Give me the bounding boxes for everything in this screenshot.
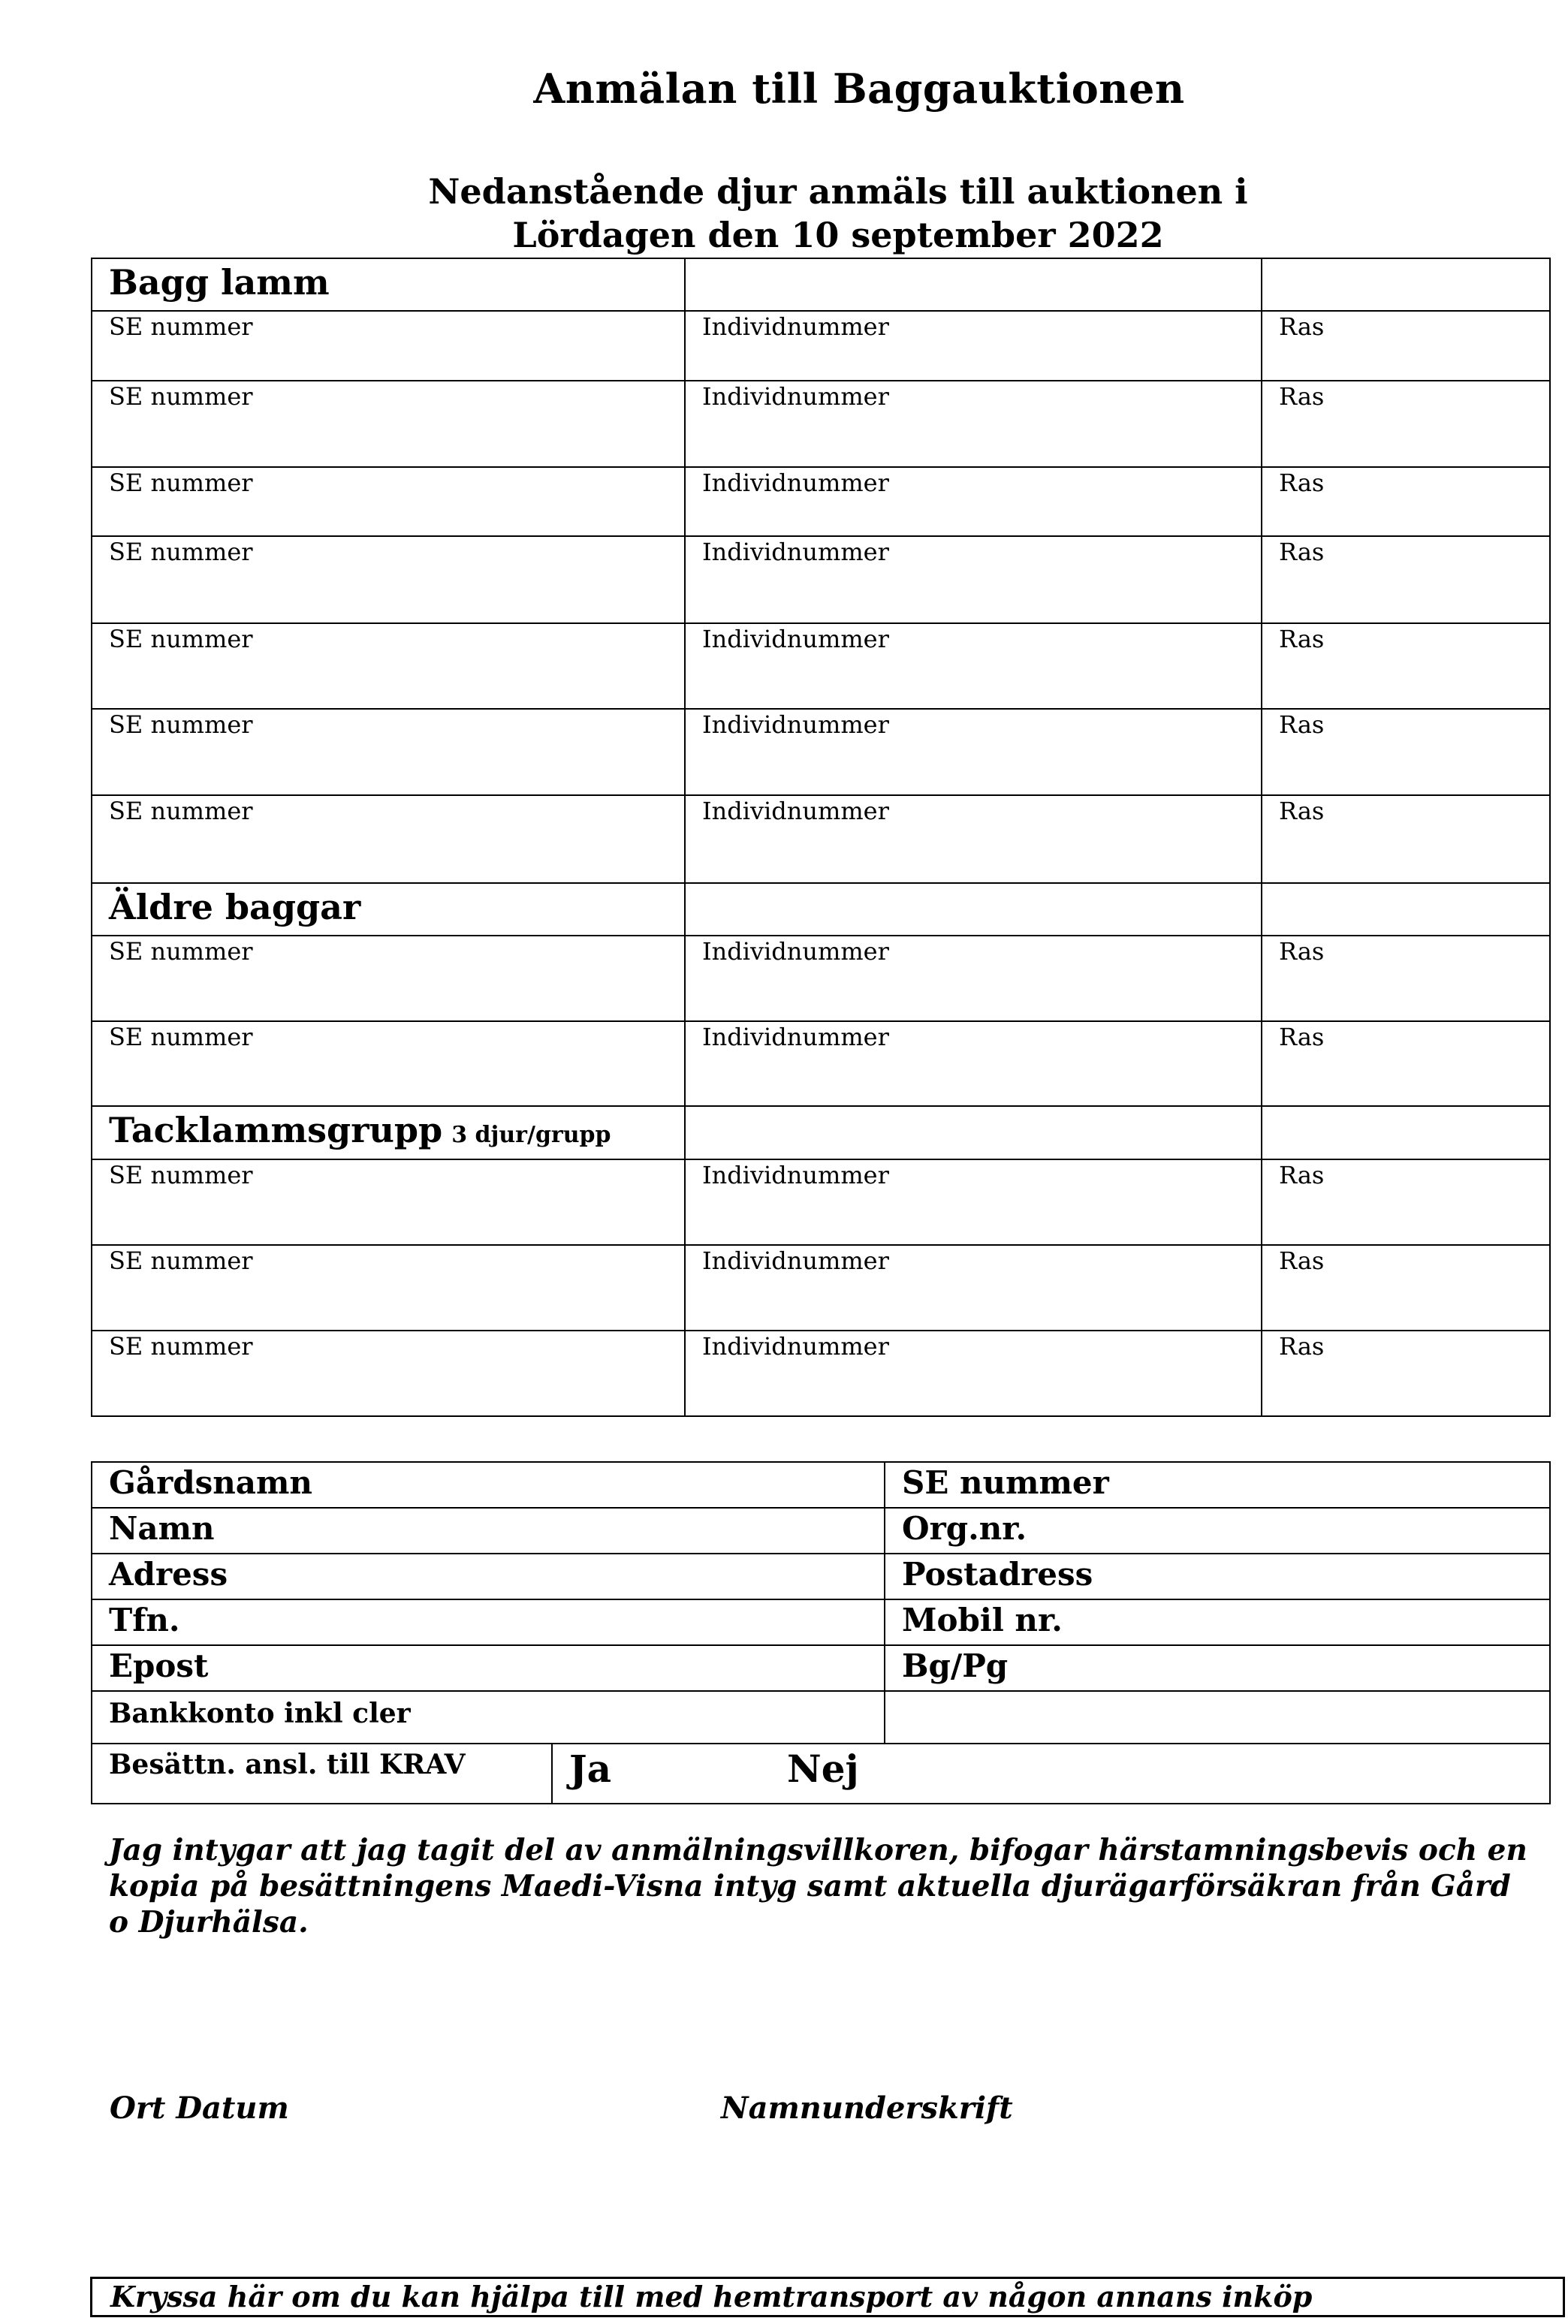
section-title: [92, 258, 685, 311]
individual-number-field[interactable]: Individnummer: [685, 467, 1262, 536]
owner-info-row: [92, 1462, 1550, 1508]
section-header-row: [92, 1106, 1550, 1159]
se-number-field[interactable]: SE nummer: [92, 936, 685, 1021]
individual-number-field[interactable]: Individnummer: [685, 381, 1262, 467]
owner-field-right[interactable]: Bg/Pg: [885, 1645, 1550, 1691]
individual-number-field[interactable]: Individnummer: [685, 1331, 1262, 1416]
breed-field[interactable]: Ras: [1262, 1245, 1550, 1331]
se-number-field[interactable]: SE nummer: [92, 311, 685, 381]
breed-field[interactable]: Ras: [1262, 1159, 1550, 1245]
owner-info-row: [92, 1508, 1550, 1554]
animal-entry-row: [92, 936, 1550, 1021]
animal-entry-row: [92, 709, 1550, 795]
owner-field-right[interactable]: Postadress: [885, 1554, 1550, 1599]
owner-field-right[interactable]: [885, 1691, 1550, 1744]
section-title: [92, 883, 685, 936]
breed-field[interactable]: Ras: [1262, 311, 1550, 381]
breed-field[interactable]: Ras: [1262, 536, 1550, 623]
section-note: 3 djur/grupp: [451, 1122, 611, 1148]
declaration-text: Jag intygar att jag tagit del av anmälningsvillkoren, bifogar härstamningsbevis och en kopia på besättningens Maedi-Visna intyg samt aktuella djurägarförsäkran från Gård o Djurhälsa.: [109, 1833, 1527, 1940]
animal-entry-row: [92, 795, 1550, 883]
se-number-field[interactable]: SE nummer: [92, 1159, 685, 1245]
breed-field[interactable]: Ras: [1262, 381, 1550, 467]
animal-entry-row: [92, 311, 1550, 381]
individual-number-field[interactable]: Individnummer: [685, 311, 1262, 381]
owner-info-row: [92, 1691, 1550, 1744]
page-title: Anmälan till Baggauktionen: [533, 65, 1185, 113]
owner-field-left[interactable]: Epost: [92, 1645, 885, 1691]
owner-field-left[interactable]: Bankkonto inkl cler: [92, 1691, 885, 1744]
individual-number-field[interactable]: Individnummer: [685, 709, 1262, 795]
breed-field[interactable]: Ras: [1262, 467, 1550, 536]
breed-field[interactable]: Ras: [1262, 795, 1550, 883]
owner-field-left[interactable]: Namn: [92, 1508, 885, 1554]
se-number-field[interactable]: SE nummer: [92, 536, 685, 623]
animal-entry-row: [92, 1331, 1550, 1416]
individual-number-field[interactable]: Individnummer: [685, 623, 1262, 709]
breed-field[interactable]: Ras: [1262, 709, 1550, 795]
empty-cell: [1262, 883, 1550, 936]
animal-entry-row: [92, 467, 1550, 536]
individual-number-field[interactable]: Individnummer: [685, 1159, 1262, 1245]
signature-label: Namnunderskrift: [721, 2090, 1013, 2126]
se-number-field[interactable]: SE nummer: [92, 381, 685, 467]
section-title-text: Tacklammsgrupp: [109, 1110, 443, 1150]
breed-field[interactable]: Ras: [1262, 1021, 1550, 1106]
individual-number-field[interactable]: Individnummer: [685, 936, 1262, 1021]
krav-yes-option[interactable]: Ja: [569, 1747, 612, 1791]
subtitle-line-2: Lördagen den 10 september 2022: [512, 215, 1164, 255]
breed-field[interactable]: Ras: [1262, 623, 1550, 709]
se-number-field[interactable]: SE nummer: [92, 709, 685, 795]
owner-field-left[interactable]: Tfn.: [92, 1599, 885, 1645]
place-date-label: Ort Datum: [110, 2090, 289, 2126]
transport-checkbox-box[interactable]: [90, 2277, 1565, 2317]
animal-entry-row: [92, 1245, 1550, 1331]
transport-text: Kryssa här om du kan hjälpa till med hemtransport av någon annans inköp: [110, 2280, 1313, 2313]
animal-entry-row: [92, 381, 1550, 467]
krav-row: [92, 1744, 1550, 1804]
individual-number-field[interactable]: Individnummer: [685, 1245, 1262, 1331]
se-number-field[interactable]: SE nummer: [92, 1331, 685, 1416]
owner-info-row: [92, 1645, 1550, 1691]
se-number-field[interactable]: SE nummer: [92, 623, 685, 709]
empty-cell: [1262, 1106, 1550, 1159]
empty-cell: [685, 1106, 1262, 1159]
section-title: [92, 1106, 685, 1159]
owner-field-right[interactable]: Org.nr.: [885, 1508, 1550, 1554]
breed-field[interactable]: Ras: [1262, 936, 1550, 1021]
krav-no-option[interactable]: Nej: [787, 1747, 859, 1791]
individual-number-field[interactable]: Individnummer: [685, 536, 1262, 623]
subtitle-line-1: Nedanstående djur anmäls till auktionen i: [428, 171, 1248, 212]
animal-entry-row: [92, 1021, 1550, 1106]
se-number-field[interactable]: SE nummer: [92, 1245, 685, 1331]
se-number-field[interactable]: SE nummer: [92, 467, 685, 536]
section-header-row: [92, 258, 1550, 311]
owner-field-right[interactable]: Mobil nr.: [885, 1599, 1550, 1645]
krav-choice-cell: [552, 1744, 1550, 1804]
empty-cell: [685, 883, 1262, 936]
empty-cell: [1262, 258, 1550, 311]
owner-table: [91, 1461, 1551, 1804]
animal-entry-row: [92, 536, 1550, 623]
owner-field-right[interactable]: SE nummer: [885, 1462, 1550, 1508]
owner-field-left[interactable]: Gårdsnamn: [92, 1462, 885, 1508]
section-header-row: [92, 883, 1550, 936]
animal-table: [91, 258, 1551, 1417]
individual-number-field[interactable]: Individnummer: [685, 795, 1262, 883]
section-title-text: Äldre baggar: [109, 887, 361, 927]
individual-number-field[interactable]: Individnummer: [685, 1021, 1262, 1106]
empty-cell: [685, 258, 1262, 311]
animal-entry-row: [92, 623, 1550, 709]
owner-info-row: [92, 1599, 1550, 1645]
animal-entry-row: [92, 1159, 1550, 1245]
owner-field-left[interactable]: Adress: [92, 1554, 885, 1599]
breed-field[interactable]: Ras: [1262, 1331, 1550, 1416]
se-number-field[interactable]: SE nummer: [92, 1021, 685, 1106]
owner-info-row: [92, 1554, 1550, 1599]
se-number-field[interactable]: SE nummer: [92, 795, 685, 883]
section-title-text: Bagg lamm: [109, 262, 330, 303]
krav-label: Besättn. ansl. till KRAV: [92, 1744, 552, 1804]
